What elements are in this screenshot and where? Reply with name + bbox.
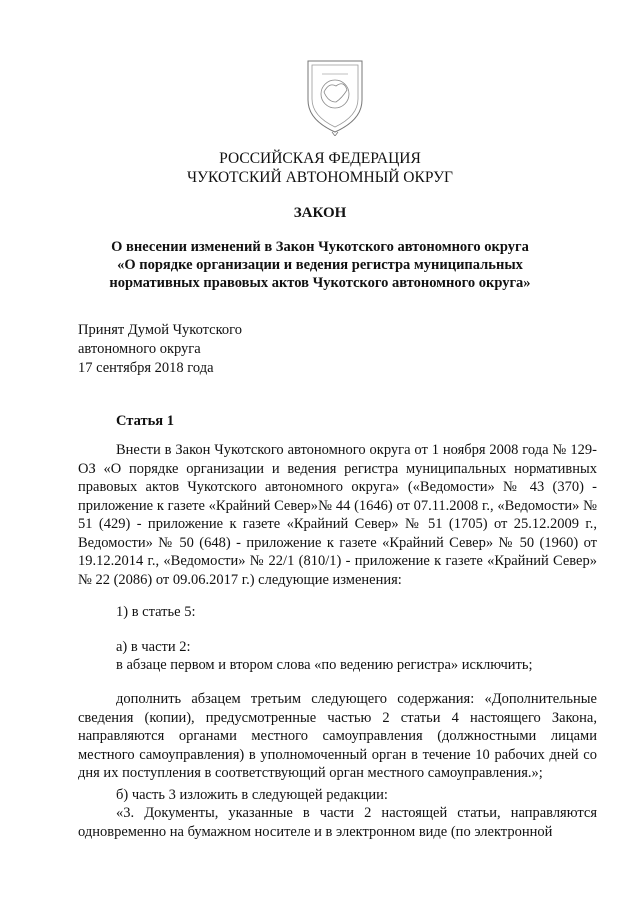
amendment-subitem: а) в части 2: <box>116 639 191 655</box>
amendment-subitem: б) часть 3 изложить в следующей редакции: <box>116 787 388 803</box>
adoption-note <box>78 321 242 378</box>
law-subject-line: «О порядке организации и ведения регистра муниципальных <box>117 257 523 273</box>
amendment-item: 1) в статье 5: <box>116 604 196 620</box>
addition-paragraph: дополнить абзацем третьим следующего содержания: «Дополнительные сведения (копии), предусмотренные частью 2 статьи 4 настоящего Закона, направляются органами местного самоуправления (должностными лицами местного самоуправления) в уполномоченный орган в течение 10 рабочих дней со дня их поступления в соответствующий орган местного самоуправления.»; <box>78 691 597 781</box>
adoption-line: Принят Думой Чукотского <box>78 322 243 338</box>
article-heading: Статья 1 <box>116 413 174 429</box>
amendment-text: в абзаце первом и втором слова «по ведению регистра» исключить; <box>116 657 533 673</box>
country-heading: РОССИЙСКАЯ ФЕДЕРАЦИЯ <box>219 150 421 167</box>
adoption-date: 17 сентября 2018 года <box>78 360 214 376</box>
document-type: ЗАКОН <box>293 205 347 221</box>
adoption-line: автономного округа <box>78 341 201 357</box>
quoted-paragraph: «3. Документы, указанные в части 2 настоящей статьи, направляются одновременно на бумажном носителе и в электронном виде (по электронной <box>78 805 597 840</box>
coat-of-arms-icon <box>302 58 368 136</box>
law-subject-line: нормативных правовых актов Чукотского автономного округа» <box>109 275 531 291</box>
law-subject-line: О внесении изменений в Закон Чукотского автономного округа <box>111 239 529 255</box>
region-heading: ЧУКОТСКИЙ АВТОНОМНЫЙ ОКРУГ <box>186 169 454 186</box>
intro-paragraph: Внести в Закон Чукотского автономного округа от 1 ноября 2008 года № 129-ОЗ «О порядке организации и ведения регистра муниципальных нормативных правовых актов Чукотского автономного округа» («Ведомости» № 43 (370) - приложение к газете «Крайний Север»№ 44 (1646) от 07.11.2008 г., «Ведомости» № 51 (429) - приложение к газете «Крайний Север» № 51 (1705) от 25.12.2009 г., Ведомости» № 50 (648) - приложение к газете «Крайний Север» № 50 (1960) от 19.12.2014 г., «Ведомости» № 22/1 (810/1) - приложение к газете «Крайний Север» № 22 (2086) от 09.06.2017 г.) следующие изменения: <box>78 442 597 588</box>
